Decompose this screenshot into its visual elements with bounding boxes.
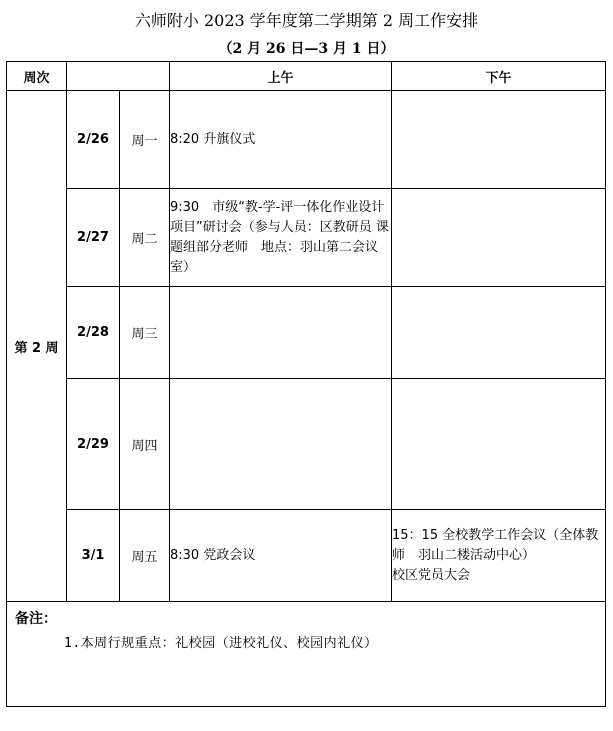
date-range: （2 月 26 日—3 月 1 日） xyxy=(218,41,395,57)
row-date: 2/27 xyxy=(67,189,120,287)
notes-box xyxy=(6,601,606,707)
row-day: 周五 xyxy=(120,510,170,602)
header-row xyxy=(7,62,606,91)
table-row xyxy=(7,379,606,510)
table-row xyxy=(7,287,606,379)
header-am: 上午 xyxy=(170,62,392,91)
am-cell xyxy=(170,287,392,379)
page-title: 六师附小 2023 学年度第二学期第 2 周工作安排 xyxy=(134,11,479,30)
row-date: 3/1 xyxy=(67,510,120,602)
notes-item: 1.本周行规重点：礼校园（进校礼仪、校园内礼仪） xyxy=(64,636,378,651)
am-cell: 9:30 市级“教-学-评一体化作业设计项目”研讨会（参与人员：区教研员 课题组部分老师 地点：羽山第二会议室） xyxy=(170,189,392,287)
row-day: 周二 xyxy=(120,189,170,287)
week-label: 第 2 周 xyxy=(7,91,67,602)
table-row xyxy=(7,91,606,189)
notes-label: 备注： xyxy=(15,611,57,627)
row-day: 周一 xyxy=(120,91,170,189)
am-cell xyxy=(170,379,392,510)
row-date: 2/26 xyxy=(67,91,120,189)
table-row xyxy=(7,189,606,287)
pm-cell xyxy=(392,189,606,287)
am-cell: 8:20 升旗仪式 xyxy=(170,91,392,189)
row-date: 2/28 xyxy=(67,287,120,379)
table-row xyxy=(7,510,606,602)
pm-cell xyxy=(392,379,606,510)
header-week: 周次 xyxy=(7,62,67,91)
am-cell: 8:30 党政会议 xyxy=(170,510,392,602)
pm-cell xyxy=(392,91,606,189)
row-day: 周三 xyxy=(120,287,170,379)
header-pm: 下午 xyxy=(392,62,606,91)
row-date: 2/29 xyxy=(67,379,120,510)
header-date xyxy=(67,62,170,91)
pm-cell: 15：15 全校教学工作会议（全体教师 羽山二楼活动中心） 校区党员大会 xyxy=(392,510,606,602)
pm-cell xyxy=(392,287,606,379)
row-day: 周四 xyxy=(120,379,170,510)
schedule-table xyxy=(6,61,606,602)
